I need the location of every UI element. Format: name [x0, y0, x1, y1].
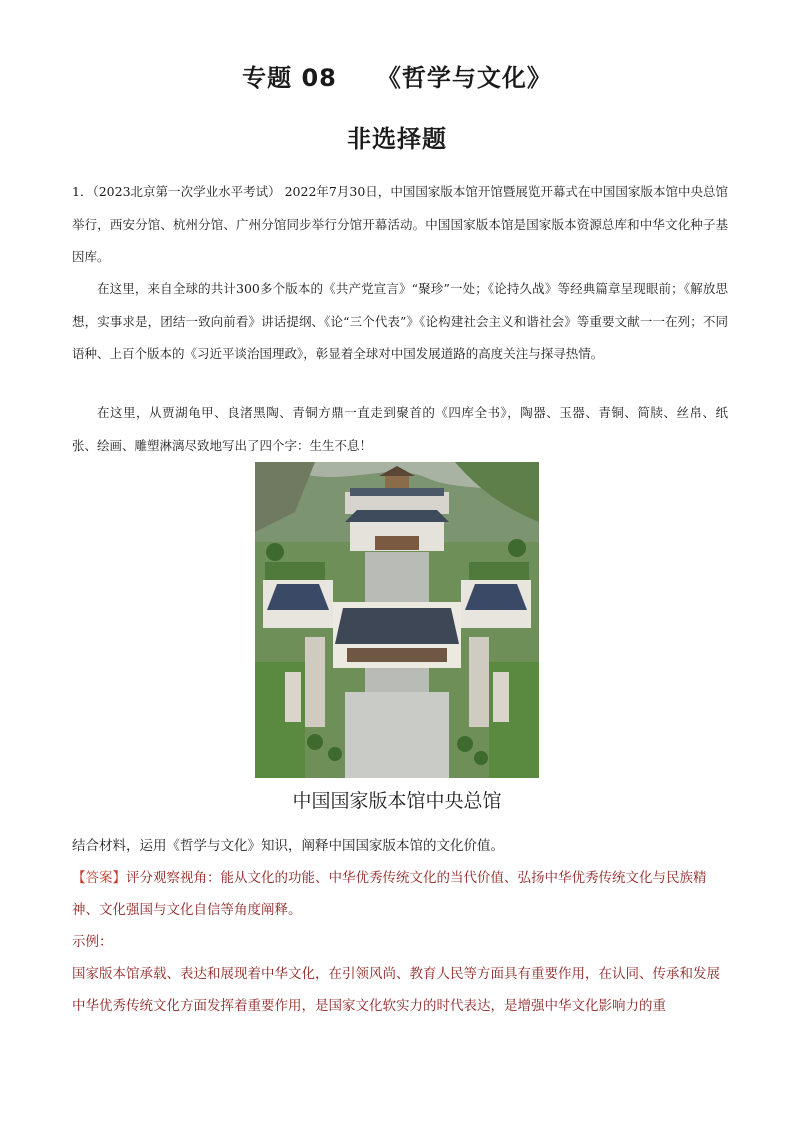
- image-caption: 中国国家版本馆中央总馆: [292, 790, 502, 812]
- title-topic-number: 专题 08: [242, 64, 337, 92]
- library-aerial-photo: [255, 462, 539, 778]
- question-paragraph-3: 在这里，从贾湖龟甲、良渚黑陶、青铜方鼎一直走到聚首的《四库全书》，陶器、玉器、青铜、简牍、丝帛、纸张、绘画、雕塑淋漓尽致地写出了四个字：生生不息！: [72, 405, 728, 453]
- answer-text: 评分观察视角：能从文化的功能、中华优秀传统文化的当代价值、弘扬中华优秀传统文化与民族精神、文化强国与文化自信等角度阐释。: [72, 870, 707, 918]
- page-subtitle: 非选择题: [347, 125, 447, 153]
- answer-block: [72, 862, 728, 926]
- page-title: [0, 58, 794, 93]
- example-text: 国家版本馆承载、表达和展现着中华文化，在引领风尚、教育人民等方面具有重要作用，在认同、传承和发展中华优秀传统文化方面发挥着重要作用，是国家文化软实力的时代表达，是增强中华文化影响力的重: [72, 966, 720, 1014]
- example-label: 示例：: [72, 934, 113, 950]
- question-intro: 1．（2023北京第一次学业水平考试） 2022年7月30日，中国国家版本馆开馆暨展览开幕式在中国国家版本馆中央总馆举行，西安分馆、杭州分馆、广州分馆同步举行分馆开幕活动。中国国家版本馆是国家版本资源总库和中华文化种子基因库。: [72, 184, 728, 264]
- question-paragraph-2: 在这里，来自全球的共计300多个版本的《共产党宣言》“聚珍”一处；《论持久战》等经典篇章呈现眼前；《解放思想，实事求是，团结一致向前看》讲话提纲、《论“三个代表”》《论构建社会主义和谐社会》等重要文献一一在列；不同语种、上百个版本的《习近平谈治国理政》，彰显着全球对中国发展道路的高度关注与探寻热情。: [72, 281, 728, 361]
- answer-tag: 【答案】: [72, 870, 126, 886]
- question-prompt: 结合材料，运用《哲学与文化》知识，阐释中国国家版本馆的文化价值。: [72, 838, 504, 854]
- title-topic-name: 《哲学与文化》: [376, 64, 552, 92]
